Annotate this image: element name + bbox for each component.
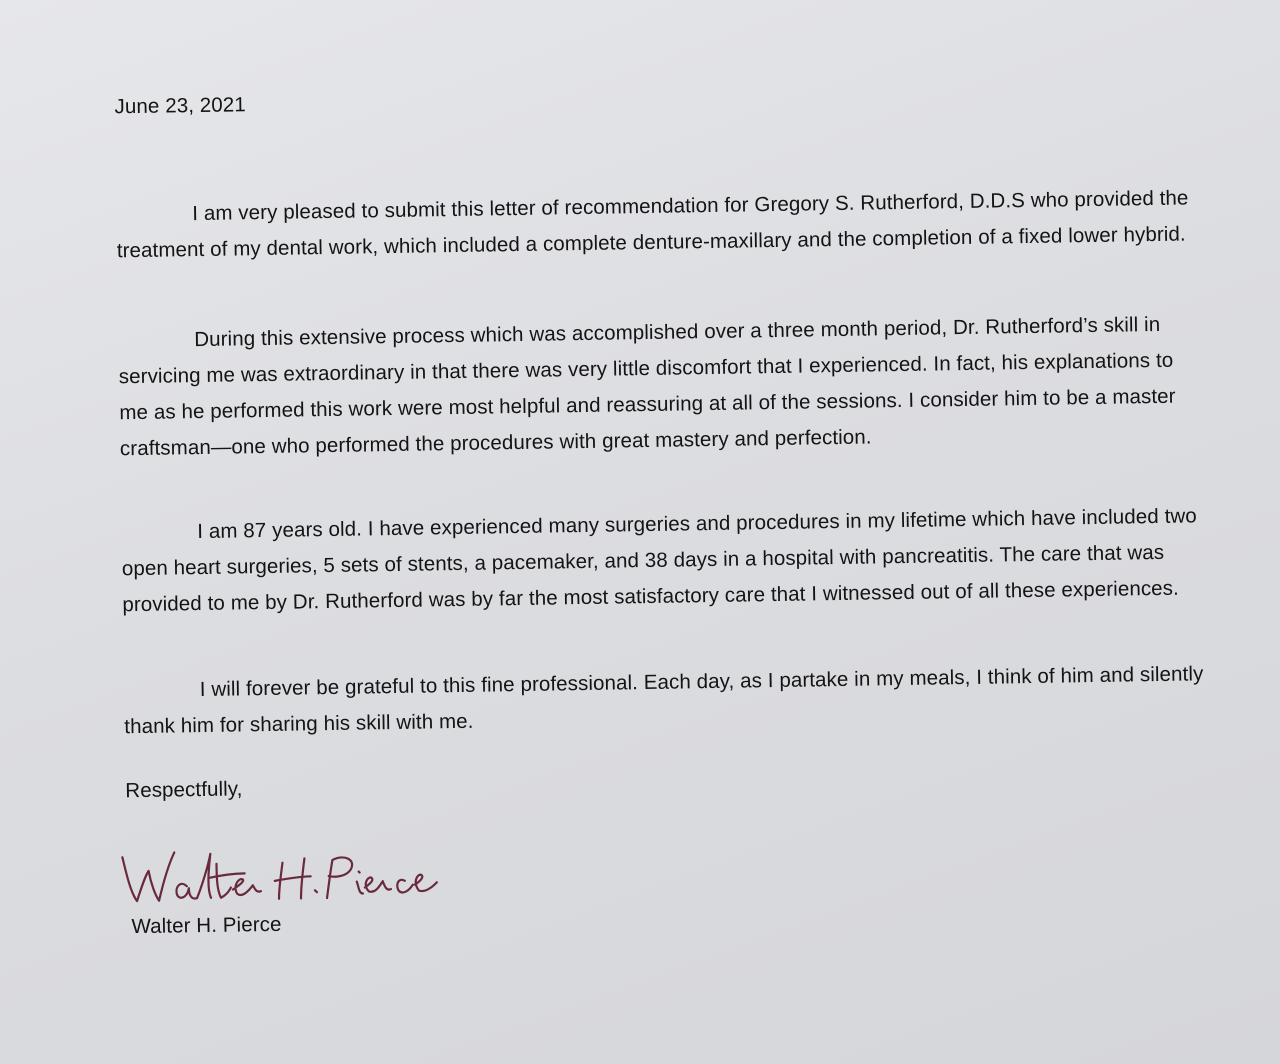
signer-name: Walter H. Pierce — [131, 912, 282, 939]
letter-page — [70, 52, 1245, 1050]
paragraph-recommendation: I am very pleased to submit this letter of recommendation for Gregory S. Rutherford, D.D.S who provided the treatment of my dental work, which included a complete denture-maxillary and the completion of a fixed lower hybrid. — [116, 186, 1189, 263]
paragraph-experience: I am 87 years old. I have experienced many surgeries and procedures in my lifetime which have included two open heart surgeries, 5 sets of stents, a pacemaker, and 38 days in a hospital with pancreatitis. The care that was provided to me by Dr. Rutherford was by far the most satisfactory care that I witnessed out of all these experiences. — [121, 504, 1197, 617]
handwritten-signature — [112, 830, 453, 915]
signature-icon — [112, 830, 453, 915]
closing-salutation: Respectfully, — [125, 777, 243, 803]
paragraph-gratitude: I will forever be grateful to this fine professional. Each day, as I partake in my meals, I think of him and silently thank him for sharing his skill with me. — [124, 662, 1204, 739]
letter-date: June 23, 2021 — [114, 93, 246, 119]
paragraph-process: During this extensive process which was accomplished over a three month period, Dr. Rutherford’s skill in servicing me was extraordinary in that there was very little discomfort that I experienced. In fact, his explanations to me as he performed this work were most helpful and reassuring at all of the sessions. I consider him to be a master craftsman—one who performed the procedures with great mastery and perfection. — [118, 312, 1176, 461]
